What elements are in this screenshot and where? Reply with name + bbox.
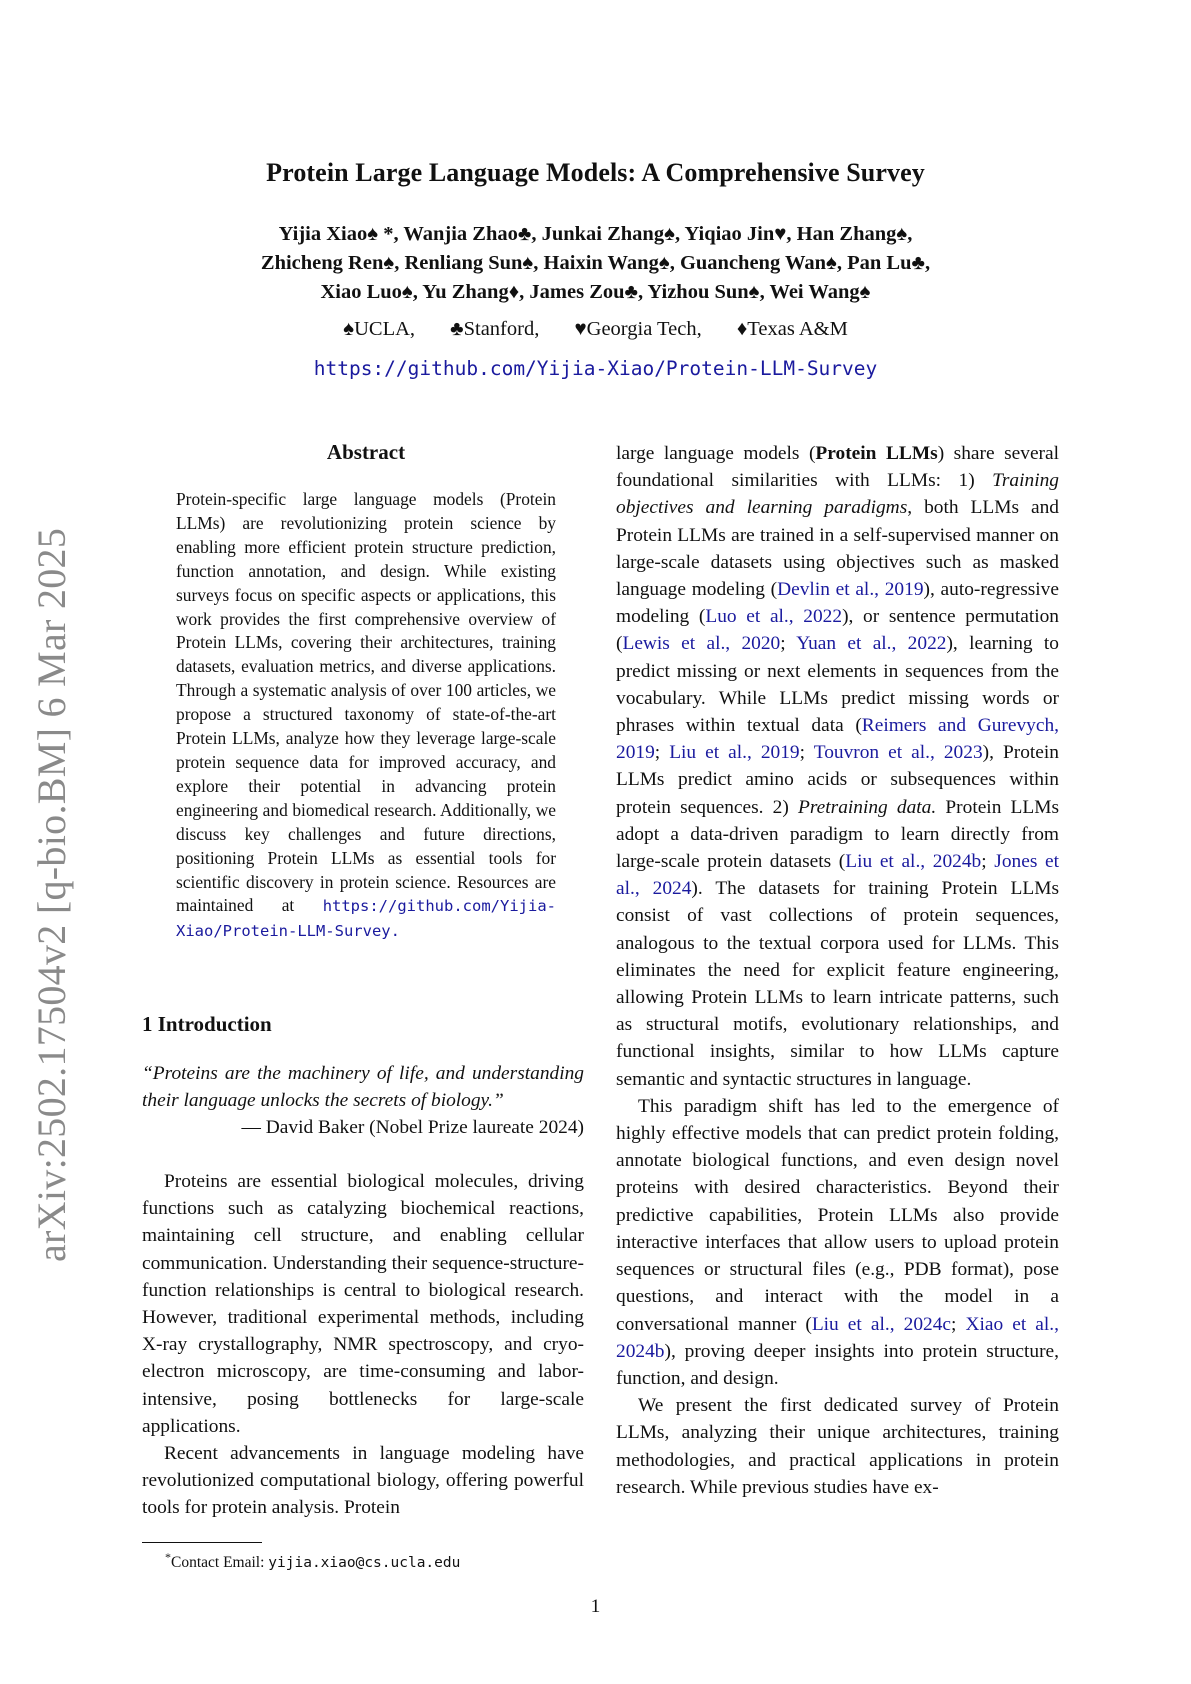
citation-liu-2019[interactable]: Liu et al., 2019 — [669, 742, 800, 764]
footnote-email[interactable]: yijia.xiao@cs.ucla.edu — [268, 1555, 461, 1572]
citation-lewis-2020[interactable]: Lewis et al., 2020 — [622, 633, 781, 655]
citation-jones-2024[interactable]: Jones et al., 2024 — [616, 851, 1059, 900]
text-run: ), learning to predict missing or next elements in sequences from the vocabulary. While LLMs predict missing words or phrases within textual data ( — [616, 633, 1059, 737]
text-run: ; — [981, 851, 995, 873]
abstract-text: Protein-specific large language models (Protein LLMs) are revolutionizing protein science by enabling more efficient protein structure prediction, function annotation, and design. While existing surveys focus on specific aspects or applications, this work provides the first comprehensive overview of Protein LLMs, covering their architectures, training datasets, evaluation metrics, and diverse applications. Through a systematic analysis of over 100 articles, we propose a structured taxonomy of state-of-the-art Protein LLMs, analyze how they leverage large-scale protein sequence data for improved accuracy, and explore their potential in advancing protein engineering and biomedical research. Additionally, we discuss key challenges and future directions, positioning Protein LLMs as essential tools for scientific discovery in protein science. Resources are maintained at — [176, 489, 556, 916]
text-run: ; — [780, 633, 797, 655]
affiliation-stanford: ♣Stanford, — [450, 318, 540, 340]
text-run: ), auto-regressive modeling ( — [616, 579, 1059, 628]
author-line-2: Zhicheng Ren♠, Renliang Sun♠, Haixin Wang♠, Guancheng Wan♠, Pan Lu♣, — [260, 252, 931, 274]
citation-luo-2022[interactable]: Luo et al., 2022 — [705, 606, 843, 628]
right-paragraph-3: We present the first dedicated survey of Protein LLMs, analyzing their unique architectures, training methodologies, and practical applications in protein research. While previous studies have ex- — [616, 1395, 1059, 1498]
affiliations — [0, 318, 1191, 341]
abstract-heading: Abstract — [326, 440, 406, 464]
page-number: 1 — [590, 1596, 601, 1617]
right-paragraph-1 — [616, 440, 1059, 1093]
citation-liu-2024b[interactable]: Liu et al., 2024b — [845, 851, 982, 873]
text-run: ). The datasets for training Protein LLMs consist of vast collections of protein sequences, analogous to the textual corpora used for LLMs. This eliminates the need for explicit feature engineering, allowing Protein LLMs to learn intricate patterns, such as structural motifs, evolutionary relationships, and functional insights, similar to how LLMs capture semantic and syntactic structures in language. — [616, 878, 1059, 1090]
right-column-body — [616, 440, 1059, 1501]
text-run: ; — [654, 742, 670, 764]
text-run: ), proving deeper insights into protein structure, function, and design. — [616, 1340, 1059, 1389]
text-run: ; — [951, 1313, 966, 1335]
text-run: ), or sentence permutation ( — [616, 606, 1059, 655]
affiliation-ucla: ♠UCLA, — [343, 318, 416, 340]
text-run: ; — [799, 742, 814, 764]
emphasis-pretraining-data: Pretraining data. — [797, 796, 937, 818]
text-run: Protein LLMs adopt a data-driven paradigm to learn directly from large-scale protein datasets ( — [616, 796, 1060, 873]
arxiv-identifier: arXiv:2502.17504v2 [q-bio.BM] 6 Mar 2025 — [29, 527, 74, 1262]
intro-paragraph-1: Proteins are essential biological molecules, driving functions such as catalyzing biochemical reactions, maintaining cell structure, and enabling cellular communication. Understanding their sequence-structure-function relationships is central to biological research. However, traditional experimental methods, including X-ray crystallography, NMR spectroscopy, and cryo-electron microscopy, are time-consuming and labor-intensive, posing bottlenecks for large-scale applications. — [142, 1171, 584, 1437]
footnote — [165, 1550, 460, 1572]
right-paragraph-2 — [616, 1093, 1059, 1392]
epigraph-quote: “Proteins are the machinery of life, and understanding their language unlocks the secrets of biology.” — [142, 1063, 584, 1112]
text-run: ), Protein LLMs predict amino acids or subsequences within protein sequences. 2) — [616, 742, 1059, 818]
footnote-marker: * — [165, 1550, 171, 1564]
epigraph — [142, 1060, 584, 1142]
affiliation-texas-am: ♦Texas A&M — [736, 318, 848, 340]
abstract-body — [176, 488, 556, 944]
citation-yuan-2022[interactable]: Yuan et al., 2022 — [796, 633, 947, 655]
author-line-3: Xiao Luo♠, Yu Zhang♦, James Zou♣, Yizhou Sun♠, Wei Wang♠ — [320, 281, 871, 303]
citation-devlin-2019[interactable]: Devlin et al., 2019 — [777, 579, 924, 601]
citation-liu-2024c[interactable]: Liu et al., 2024c — [811, 1313, 952, 1335]
text-run: This paradigm shift has led to the emergence of highly effective models that can predict protein folding, annotate biological functions, and even design novel proteins with desired characteristics. Beyond their predictive capabilities, Protein LLMs also provide interactive interfaces that allow users to upload protein sequences or structural files (e.g., PDB format), pose questions, and interact with the model in a conversational manner ( — [616, 1095, 1059, 1335]
section-heading-introduction: 1 Introduction — [142, 1012, 272, 1036]
term-protein-llms: Protein LLMs — [815, 443, 938, 464]
affiliation-georgia-tech: ♥Georgia Tech, — [574, 318, 702, 340]
repo-link[interactable]: https://github.com/Yijia-Xiao/Protein-LLM-Survey — [313, 357, 878, 380]
footnote-rule — [142, 1542, 262, 1543]
abstract-resource-link[interactable]: https://github.com/Yijia-Xiao/Protein-LLM-Survey. — [176, 897, 556, 941]
citation-touvron-2023[interactable]: Touvron et al., 2023 — [813, 742, 983, 764]
footnote-label: Contact Email: — [171, 1554, 269, 1572]
author-list — [0, 220, 1191, 307]
author-line-1: Yijia Xiao♠ *, Wanjia Zhao♣, Junkai Zhang♠, Yiqiao Jin♥, Han Zhang♠, — [278, 223, 913, 245]
citation-reimers-2019[interactable]: Reimers and Gurevych, 2019 — [616, 715, 1059, 764]
epigraph-attribution: — David Baker (Nobel Prize laureate 2024) — [241, 1117, 584, 1139]
emphasis-training-objectives: Training objectives and learning paradigms — [616, 470, 1059, 519]
citation-xiao-2024b[interactable]: Xiao et al., 2024b — [616, 1313, 1059, 1362]
text-run: ) share several foundational similarities with LLMs: 1) — [616, 443, 1059, 492]
paper-title: Protein Large Language Models: A Comprehensive Survey — [266, 158, 925, 187]
text-run: , both LLMs and Protein LLMs are trained in a self-supervised manner on large-scale datasets using objectives such as masked language modeling ( — [616, 497, 1060, 601]
left-column-body — [142, 1168, 584, 1522]
intro-paragraph-2: Recent advancements in language modeling have revolutionized computational biology, offering powerful tools for protein analysis. Protein — [142, 1443, 584, 1519]
text-run: large language models ( — [616, 443, 816, 464]
